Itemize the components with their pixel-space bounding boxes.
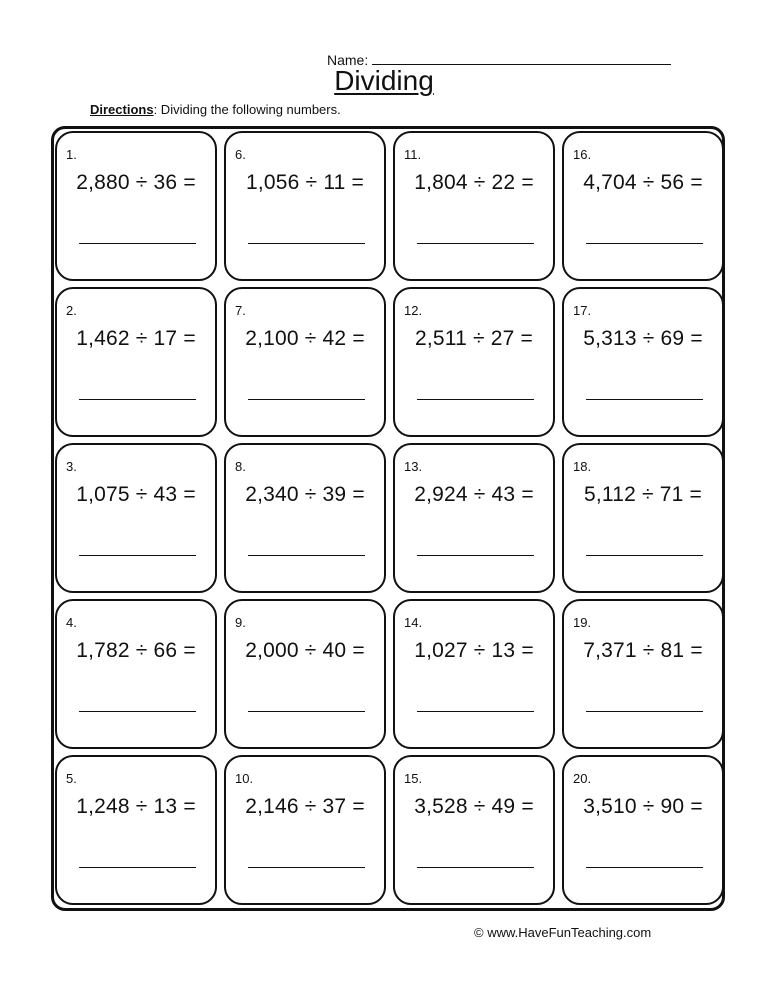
answer-line xyxy=(248,555,365,556)
problem-card xyxy=(562,287,724,437)
problem-number: 4. xyxy=(66,615,77,630)
answer-line xyxy=(248,711,365,712)
problem-number: 6. xyxy=(235,147,246,162)
name-row xyxy=(327,45,687,67)
problem-number: 5. xyxy=(66,771,77,786)
problem-card xyxy=(55,287,217,437)
answer-line xyxy=(417,243,534,244)
problem-card xyxy=(393,755,555,905)
problem-expression: 1,782 ÷ 66 = xyxy=(76,639,196,662)
problem-number: 19. xyxy=(573,615,592,630)
answer-line xyxy=(586,555,703,556)
problem-number: 2. xyxy=(66,303,77,318)
problem-number: 1. xyxy=(66,147,77,162)
problem-expression: 5,112 ÷ 71 = xyxy=(583,483,703,506)
problem-expression: 4,704 ÷ 56 = xyxy=(583,171,703,194)
problem-expression: 1,056 ÷ 11 = xyxy=(245,171,365,194)
problem-expression: 1,804 ÷ 22 = xyxy=(414,171,534,194)
directions xyxy=(90,102,341,118)
problem-card xyxy=(393,287,555,437)
problem-card xyxy=(224,755,386,905)
problem-number: 3. xyxy=(66,459,77,474)
answer-line xyxy=(417,399,534,400)
problem-expression: 1,462 ÷ 17 = xyxy=(76,327,196,350)
problem-card xyxy=(562,755,724,905)
directions-label: Directions xyxy=(90,102,154,117)
problem-number: 7. xyxy=(235,303,246,318)
problem-expression: 2,340 ÷ 39 = xyxy=(245,483,365,506)
problem-expression: 2,880 ÷ 36 = xyxy=(76,171,196,194)
problem-expression: 2,924 ÷ 43 = xyxy=(414,483,534,506)
answer-line xyxy=(586,399,703,400)
answer-line xyxy=(79,555,196,556)
problem-number: 11. xyxy=(404,147,422,162)
problem-expression: 2,000 ÷ 40 = xyxy=(245,639,365,662)
answer-line xyxy=(248,243,365,244)
problem-card xyxy=(224,287,386,437)
problem-number: 12. xyxy=(404,303,423,318)
problem-expression: 7,371 ÷ 81 = xyxy=(583,639,703,662)
problem-number: 13. xyxy=(404,459,423,474)
answer-line xyxy=(586,867,703,868)
problem-card xyxy=(224,443,386,593)
problem-number: 8. xyxy=(235,459,246,474)
name-label: Name: xyxy=(327,52,369,68)
problem-number: 16. xyxy=(573,147,592,162)
problem-card xyxy=(224,599,386,749)
problem-expression: 3,528 ÷ 49 = xyxy=(414,795,534,818)
answer-line xyxy=(417,867,534,868)
problem-number: 15. xyxy=(404,771,423,786)
problem-expression: 3,510 ÷ 90 = xyxy=(583,795,703,818)
problem-expression: 2,511 ÷ 27 = xyxy=(414,327,534,350)
problem-expression: 2,146 ÷ 37 = xyxy=(245,795,365,818)
problem-card xyxy=(55,131,217,281)
problem-card xyxy=(562,599,724,749)
answer-line xyxy=(79,711,196,712)
problem-card xyxy=(562,131,724,281)
problem-card xyxy=(55,599,217,749)
answer-line xyxy=(79,399,196,400)
problem-card xyxy=(55,755,217,905)
directions-text: : Dividing the following numbers. xyxy=(153,102,341,117)
problem-expression: 1,027 ÷ 13 = xyxy=(414,639,534,662)
answer-line xyxy=(417,711,534,712)
problem-number: 10. xyxy=(235,771,254,786)
page-title: Dividing xyxy=(334,65,434,96)
problem-card xyxy=(393,599,555,749)
problem-card xyxy=(224,131,386,281)
answer-line xyxy=(248,867,365,868)
problem-expression: 2,100 ÷ 42 = xyxy=(245,327,365,350)
problem-number: 14. xyxy=(404,615,423,630)
problem-card xyxy=(393,131,555,281)
problem-card xyxy=(393,443,555,593)
answer-line xyxy=(79,243,196,244)
problem-expression: 5,313 ÷ 69 = xyxy=(583,327,703,350)
answer-line xyxy=(248,399,365,400)
answer-line xyxy=(586,243,703,244)
answer-line xyxy=(79,867,196,868)
problem-card xyxy=(562,443,724,593)
answer-line xyxy=(417,555,534,556)
problem-expression: 1,075 ÷ 43 = xyxy=(76,483,196,506)
problem-expression: 1,248 ÷ 13 = xyxy=(76,795,196,818)
problem-number: 18. xyxy=(573,459,592,474)
problem-number: 9. xyxy=(235,615,246,630)
problem-number: 20. xyxy=(573,771,592,786)
problem-card xyxy=(55,443,217,593)
problem-number: 17. xyxy=(573,303,592,318)
copyright-footer: © www.HaveFunTeaching.com xyxy=(474,925,652,940)
answer-line xyxy=(586,711,703,712)
